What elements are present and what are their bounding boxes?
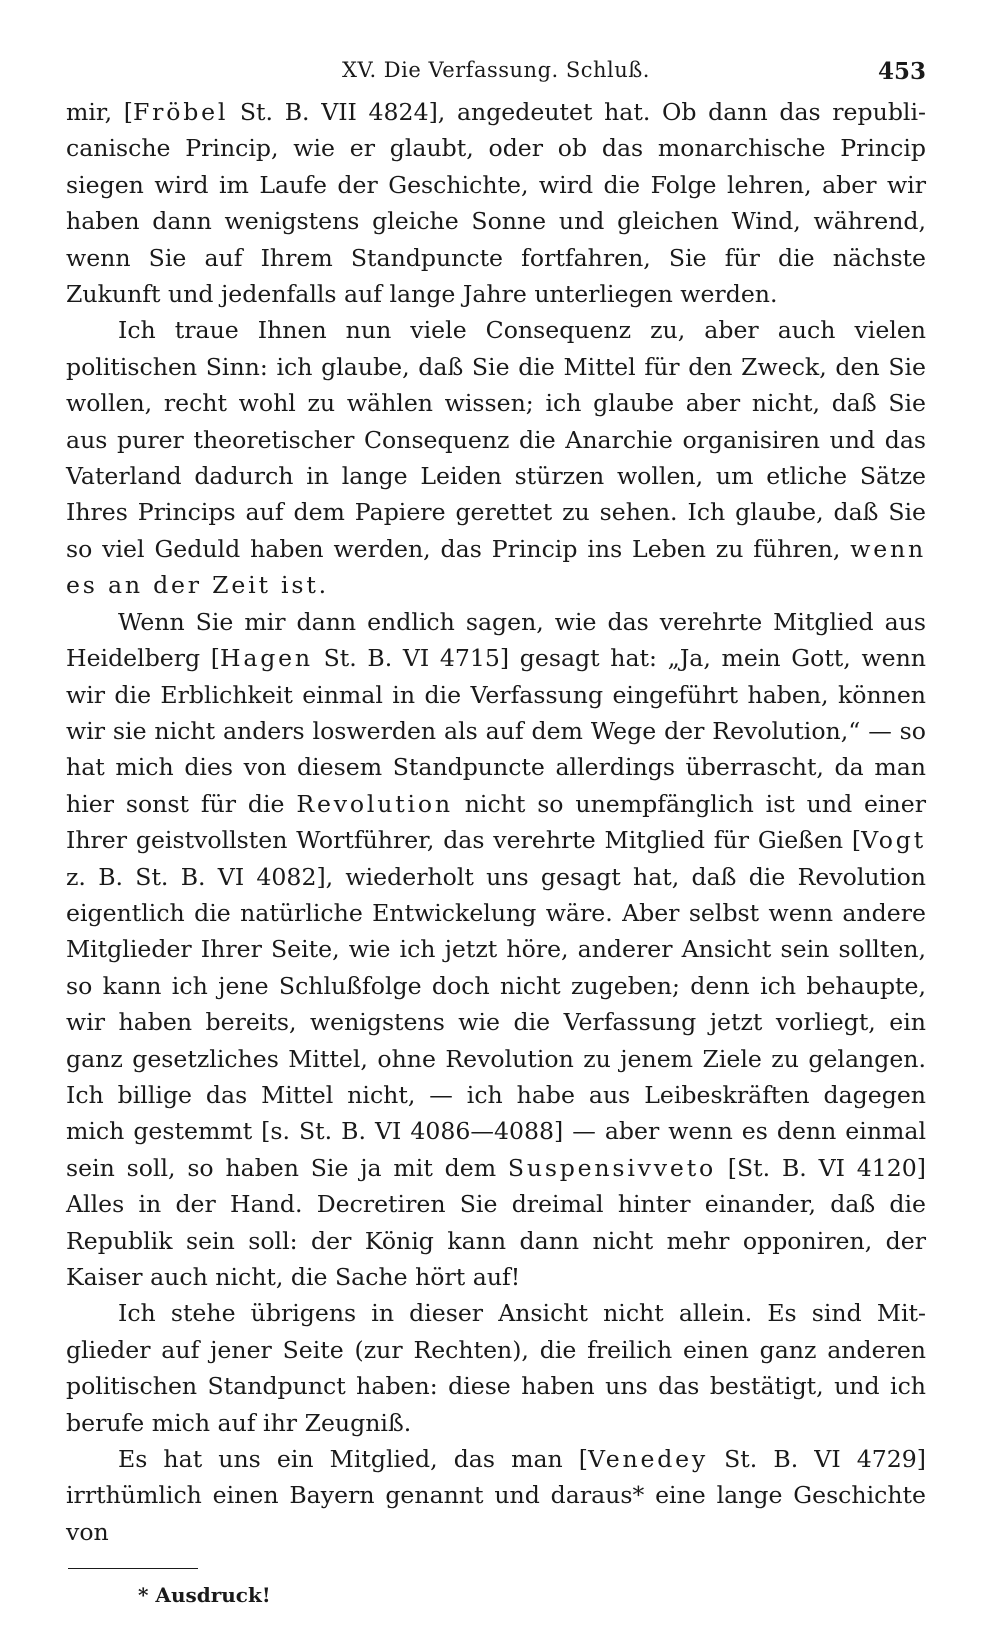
- text-run: .: [318, 571, 327, 600]
- spaced-name: wenn es an der Zeit ist: [66, 534, 926, 600]
- paragraph: [66, 1295, 926, 1441]
- spaced-name: Hagen: [220, 644, 313, 673]
- paragraph: [66, 604, 926, 1296]
- text-run: St. B. VI 4729] irrthümlich einen Bayern genannt und daraus* eine lange Geschichte von: [66, 1445, 926, 1546]
- running-head-title: XV. Die Verfassung. Schluß.: [342, 58, 650, 82]
- spaced-name: Revolution: [296, 789, 453, 818]
- paragraph: [66, 1441, 926, 1550]
- spaced-name: Suspensivveto: [507, 1153, 716, 1182]
- spaced-name: Fröbel: [132, 98, 229, 126]
- footnote-rule: [68, 1568, 198, 1569]
- text-run: mir, [: [66, 98, 133, 126]
- spaced-name: Vogt: [861, 826, 926, 855]
- text-run: St. B. VI 4715] gesagt hat: „Ja, mein Gott, wenn wir die Erblichkeit einmal in die Verfassung eingeführt haben, können wir sie nicht anders loswerden als auf dem Wege der Revolution,“ — so hat mich dies von diesem Standpuncte allerdings überrascht, da man hier sonst für die: [66, 644, 926, 818]
- document-page: [66, 50, 926, 1630]
- spaced-name: Venedey: [588, 1445, 709, 1474]
- text-run: z. B. St. B. VI 4082], wiederholt uns gesagt hat, daß die Revolution eigentlich die natürliche Entwickelung wäre. Aber selbst wenn andere Mitglieder Ihrer Seite, wie ich jetzt höre, anderer Ansicht sein sollten, so kann ich jene Schlußfolge doch nicht zugeben; denn ich behaupte, wir haben bereits, wenigstens wie die Verfassung jetzt vorliegt, ein ganz gesetzliches Mittel, ohne Revolution zu jenem Ziele zu gelangen. Ich billige das Mittel nicht, — ich habe aus Leibeskräften dagegen mich gestemmt [s. St. B. VI 4086—4088] — aber wenn es denn einmal sein soll, so haben Sie ja mit dem: [66, 862, 926, 1182]
- body-text: [66, 94, 926, 1550]
- footnote: * Ausdruck!: [138, 1583, 271, 1608]
- text-run: Wenn Sie mir dann endlich sagen, wie das verehrte Mitglied aus Heidelberg [: [66, 607, 926, 673]
- text-run: Es hat uns ein Mitglied, das man [: [118, 1445, 589, 1474]
- text-run: Ich traue Ihnen nun viele Consequenz zu, aber auch vielen politischen Sinn: ich glaube, daß Sie die Mittel für den Zweck, den Sie wollen, recht wohl zu wählen wissen; ich glaube aber nicht, daß Sie aus purer theoretischer Consequenz die Anarchie organisiren und das Vaterland dadurch in lange Leiden stürzen wollen, um etliche Sätze Ihres Princips auf dem Papiere gerettet zu sehen. Ich glaube, daß Sie so viel Geduld haben werden, das Princip ins Leben zu führen,: [66, 316, 926, 563]
- text-run: [St. B. VI 4120] Alles in der Hand. Decretiren Sie dreimal hinter einander, daß die Republik sein soll: der König kann dann nicht mehr opponiren, der Kaiser auch nicht, die Sache hört auf!: [66, 1153, 926, 1291]
- text-run: St. B. VII 4824], angedeutet hat. Ob dann das republicanische Princip, wie er glaubt, oder ob das monarchische Princip siegen wird im Laufe der Geschichte, wird die Folge lehren, aber wir haben dann wenigstens gleiche Sonne und gleichen Wind, während, wenn Sie auf Ihrem Standpuncte fortfahren, Sie für die nächste Zukunft und jedenfalls auf lange Jahre unterliegen werden.: [66, 98, 926, 309]
- page-number: 453: [877, 58, 926, 85]
- paragraph: [66, 312, 926, 603]
- text-run: nicht so unempfänglich ist und einer Ihrer geistvollsten Wortführer, das verehrte Mitglied für Gießen [: [66, 789, 926, 855]
- text-run: Ich stehe übrigens in dieser Ansicht nicht allein. Es sind Mitglieder auf jener Seite (zur Rechten), die freilich einen ganz anderen politischen Standpunct haben: diese haben uns das bestätigt, und ich berufe mich auf ihr Zeugniß.: [66, 1299, 926, 1437]
- running-head: [66, 50, 926, 94]
- paragraph: [66, 94, 926, 312]
